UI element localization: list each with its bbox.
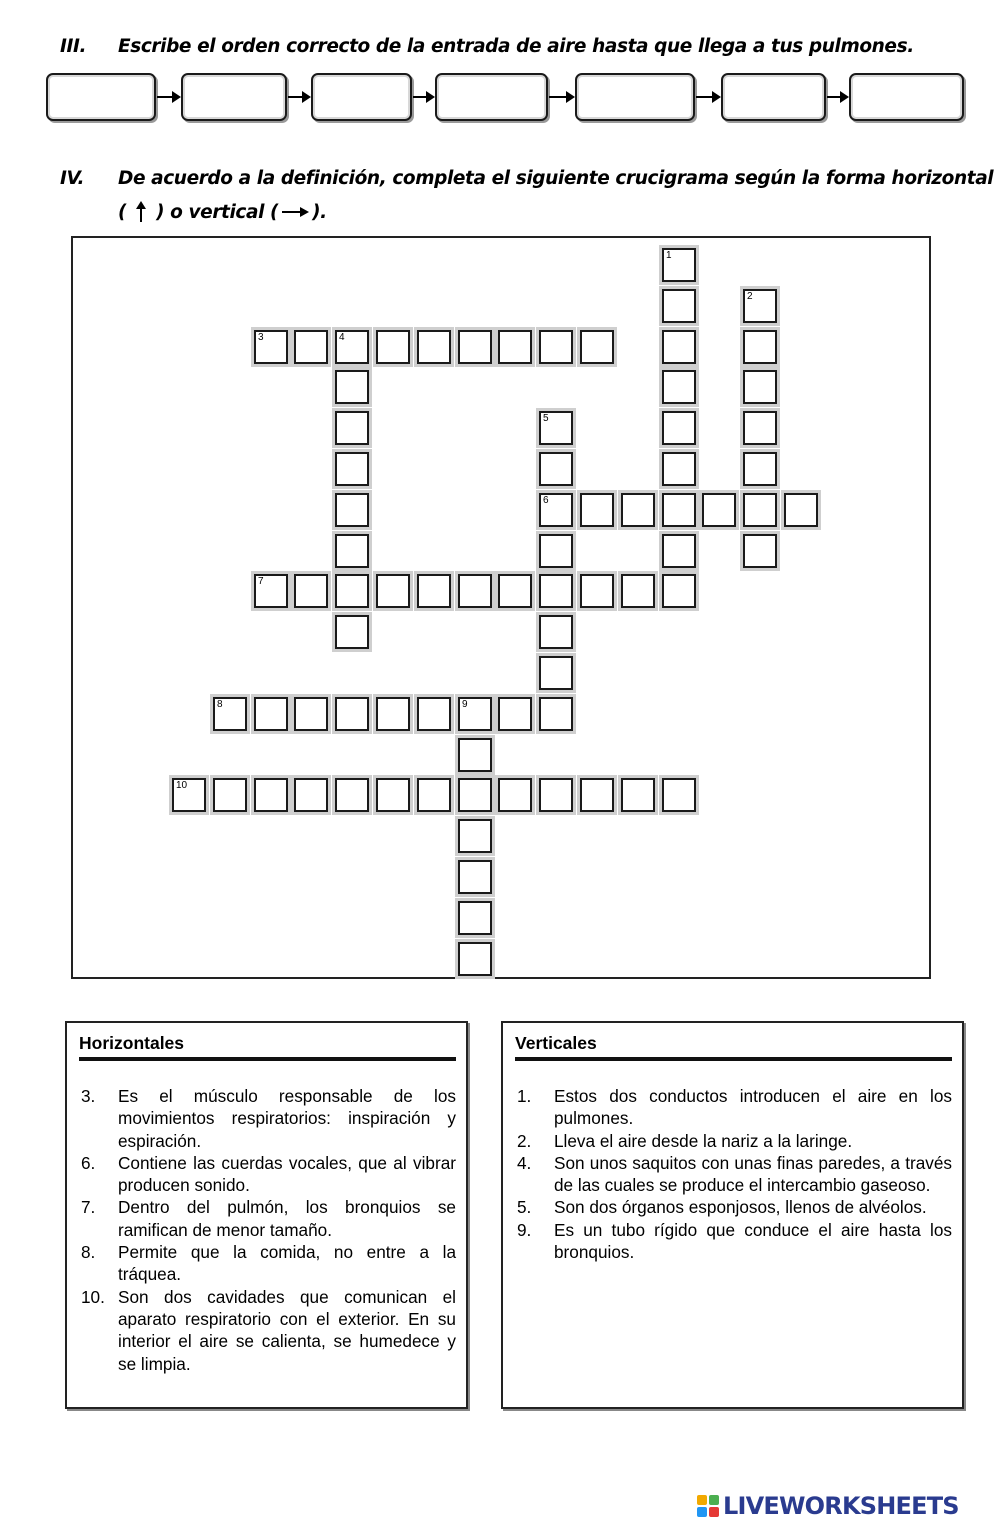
crossword-cell[interactable] [417, 330, 451, 364]
crossword-cell[interactable] [621, 493, 655, 527]
vertical-clue [517, 1152, 952, 1197]
logo-mark-icon [697, 1495, 719, 1517]
crossword-cell[interactable] [539, 493, 573, 527]
crossword-cell[interactable] [743, 330, 777, 364]
horizontal-clue-text: Contiene las cuerdas vocales, que al vibrar producen sonido. [118, 1152, 456, 1196]
airflow-answer-box-1[interactable] [46, 73, 156, 121]
crossword-cell[interactable] [458, 819, 492, 853]
arrow-right-icon [278, 200, 312, 224]
crossword-clue-number: 6 [543, 495, 549, 506]
crossword-cell[interactable] [539, 574, 573, 608]
legend-close-paren: ). [312, 201, 327, 223]
crossword-cell[interactable] [254, 697, 288, 731]
logo-square [697, 1495, 707, 1505]
crossword-cell[interactable] [458, 574, 492, 608]
crossword-cell[interactable] [294, 697, 328, 731]
logo-square [709, 1507, 719, 1517]
crossword-cell[interactable] [335, 574, 369, 608]
section-4-heading [60, 168, 993, 189]
crossword-cell[interactable] [335, 330, 369, 364]
crossword-cell[interactable] [498, 330, 532, 364]
crossword-cell[interactable] [458, 860, 492, 894]
section-3-numeral: III. [60, 36, 87, 57]
horizontal-clue-number: 10. [81, 1286, 105, 1307]
legend-vertical-label: ) o vertical ( [156, 201, 279, 223]
crossword-cell[interactable] [417, 697, 451, 731]
crossword-cell[interactable] [743, 452, 777, 486]
crossword-cell[interactable] [294, 574, 328, 608]
crossword-cell[interactable] [539, 615, 573, 649]
horizontal-clue-number: 3. [81, 1086, 96, 1106]
vertical-clue-text: Lleva el aire desde la nariz a la laringe. [554, 1130, 853, 1151]
crossword-cell[interactable] [458, 330, 492, 364]
horizontal-clue-text: Son dos cavidades que comunican el aparato respiratorio con el exterior. En su interior el aire se calienta, se humedece y se limpia. [118, 1286, 456, 1374]
arrow-right-icon [696, 96, 719, 98]
horizontal-clue-text: Dentro del pulmón, los bronquios se ramifican de menor tamaño. [118, 1197, 456, 1240]
crossword-cell[interactable] [621, 574, 655, 608]
horizontal-clue-number: 8. [81, 1242, 96, 1263]
crossword-cell[interactable] [458, 942, 492, 976]
crossword-cell[interactable] [335, 615, 369, 649]
crossword-cell[interactable] [294, 330, 328, 364]
horizontal-clue-number: 6. [81, 1152, 96, 1173]
vertical-clue-number: 4. [517, 1152, 532, 1173]
arrow-right-icon [413, 96, 433, 98]
vertical-clue [517, 1085, 952, 1130]
crossword-cell[interactable] [376, 330, 410, 364]
vertical-clues-panel [501, 1021, 964, 1409]
crossword-cell[interactable] [580, 574, 614, 608]
horizontal-clues-list [81, 1085, 456, 1375]
legend-open-paren: ( [118, 201, 127, 223]
horizontal-clue [81, 1085, 456, 1152]
arrow-right-icon [827, 96, 847, 98]
crossword-cell[interactable] [376, 778, 410, 812]
crossword-cell[interactable] [539, 778, 573, 812]
crossword-cell[interactable] [172, 778, 206, 812]
crossword-clue-number: 7 [258, 576, 264, 587]
airflow-answer-box-7[interactable] [849, 73, 964, 121]
section-3-heading [60, 36, 914, 57]
horizontal-clue [81, 1152, 456, 1197]
crossword-cell[interactable] [335, 778, 369, 812]
horizontal-clues-title: Horizontales [79, 1033, 456, 1061]
crossword-cell[interactable] [498, 697, 532, 731]
liveworksheets-logo [697, 1490, 959, 1522]
arrow-right-icon [157, 96, 179, 98]
vertical-clue-text: Es un tubo rígido que conduce el aire hasta los bronquios. [554, 1219, 952, 1263]
vertical-clue [517, 1130, 952, 1152]
arrow-right-icon [288, 96, 309, 98]
crossword-cell[interactable] [417, 778, 451, 812]
airflow-answer-box-2[interactable] [181, 73, 287, 121]
horizontal-clue [81, 1196, 456, 1241]
vertical-clue [517, 1196, 952, 1218]
crossword-clue-number: 8 [217, 699, 223, 710]
section-4-direction-legend [118, 200, 327, 224]
vertical-clue-number: 1. [517, 1086, 532, 1106]
crossword-clue-number: 9 [462, 699, 468, 710]
airflow-answer-box-3[interactable] [311, 73, 412, 121]
crossword-cell[interactable] [254, 330, 288, 364]
horizontal-clue-text: Permite que la comida, no entre a la tráquea. [118, 1242, 456, 1285]
crossword-cell[interactable] [580, 330, 614, 364]
crossword-cell[interactable] [458, 901, 492, 935]
airflow-answer-box-6[interactable] [721, 73, 826, 121]
crossword-cell[interactable] [743, 411, 777, 445]
crossword-cell[interactable] [662, 370, 696, 404]
crossword-cell[interactable] [213, 778, 247, 812]
crossword-cell[interactable] [662, 778, 696, 812]
horizontal-clue-number: 7. [81, 1197, 96, 1218]
crossword-cell[interactable] [784, 493, 818, 527]
crossword-cell[interactable] [580, 778, 614, 812]
section-3-instruction: Escribe el orden correcto de la entrada de aire hasta que llega a tus pulmones. [118, 36, 914, 57]
vertical-clue-text: Son unos saquitos con unas finas paredes, a través de las cuales se produce el intercambio gaseoso. [554, 1152, 952, 1196]
crossword-clue-number: 3 [258, 332, 264, 343]
crossword-cell[interactable] [335, 697, 369, 731]
crossword-cell[interactable] [335, 411, 369, 445]
crossword-cell[interactable] [417, 574, 451, 608]
vertical-clue-number: 2. [517, 1130, 532, 1151]
crossword-cell[interactable] [662, 248, 696, 282]
crossword-cell[interactable] [743, 534, 777, 568]
crossword-cell[interactable] [539, 411, 573, 445]
logo-square [697, 1507, 707, 1517]
crossword-cell[interactable] [662, 493, 696, 527]
horizontal-clue [81, 1286, 456, 1375]
crossword-cell[interactable] [662, 534, 696, 568]
crossword-clue-number: 2 [747, 291, 753, 302]
vertical-clue [517, 1219, 952, 1264]
vertical-clues-list [517, 1085, 952, 1263]
vertical-clues-title: Verticales [515, 1033, 952, 1061]
crossword-cell[interactable] [294, 778, 328, 812]
crossword-clue-number: 10 [176, 780, 188, 791]
crossword-cell[interactable] [662, 574, 696, 608]
horizontal-clues-panel [65, 1021, 468, 1409]
crossword-clue-number: 1 [666, 250, 672, 261]
vertical-clue-number: 5. [517, 1197, 532, 1218]
crossword-cell[interactable] [539, 330, 573, 364]
crossword-cell[interactable] [335, 370, 369, 404]
crossword-cell[interactable] [376, 697, 410, 731]
crossword-cell[interactable] [539, 697, 573, 731]
crossword-cell[interactable] [498, 574, 532, 608]
crossword-cell[interactable] [539, 452, 573, 486]
airflow-answer-box-5[interactable] [575, 73, 695, 121]
crossword-cell[interactable] [539, 656, 573, 690]
crossword-cell[interactable] [621, 778, 655, 812]
crossword-cell[interactable] [335, 452, 369, 486]
crossword-cell[interactable] [458, 778, 492, 812]
crossword-cell[interactable] [458, 738, 492, 772]
vertical-clue-number: 9. [517, 1219, 532, 1240]
crossword-cell[interactable] [743, 370, 777, 404]
crossword-cell[interactable] [662, 411, 696, 445]
crossword-cell[interactable] [539, 534, 573, 568]
horizontal-clue-text: Es el músculo responsable de los movimientos respiratorios: inspiración y espiración. [118, 1086, 456, 1151]
crossword-cell[interactable] [662, 452, 696, 486]
crossword-cell[interactable] [213, 697, 247, 731]
crossword-cell[interactable] [580, 493, 614, 527]
arrow-up-icon [126, 200, 156, 224]
crossword-cell[interactable] [335, 493, 369, 527]
crossword-cell[interactable] [254, 574, 288, 608]
crossword-cell[interactable] [702, 493, 736, 527]
airflow-answer-box-4[interactable] [435, 73, 548, 121]
horizontal-clue [81, 1241, 456, 1286]
logo-text: LIVEWORKSHEETS [723, 1492, 959, 1520]
crossword-cell[interactable] [254, 778, 288, 812]
crossword-clue-number: 4 [339, 332, 345, 343]
section-4-instruction: De acuerdo a la definición, completa el siguiente crucigrama según la forma horizontal [118, 168, 994, 189]
crossword-cell[interactable] [498, 778, 532, 812]
crossword-cell[interactable] [743, 493, 777, 527]
crossword-cell[interactable] [376, 574, 410, 608]
crossword-cell[interactable] [662, 289, 696, 323]
arrow-right-icon [549, 96, 573, 98]
crossword-cell[interactable] [335, 534, 369, 568]
vertical-clue-text: Son dos órganos esponjosos, llenos de alvéolos. [554, 1197, 927, 1218]
logo-square [709, 1495, 719, 1505]
vertical-clue-text: Estos dos conductos introducen el aire en los pulmones. [554, 1086, 952, 1129]
crossword-cell[interactable] [458, 697, 492, 731]
crossword-clue-number: 5 [543, 413, 549, 424]
crossword-cell[interactable] [662, 330, 696, 364]
crossword-cell[interactable] [743, 289, 777, 323]
section-4-numeral: IV. [60, 168, 85, 189]
